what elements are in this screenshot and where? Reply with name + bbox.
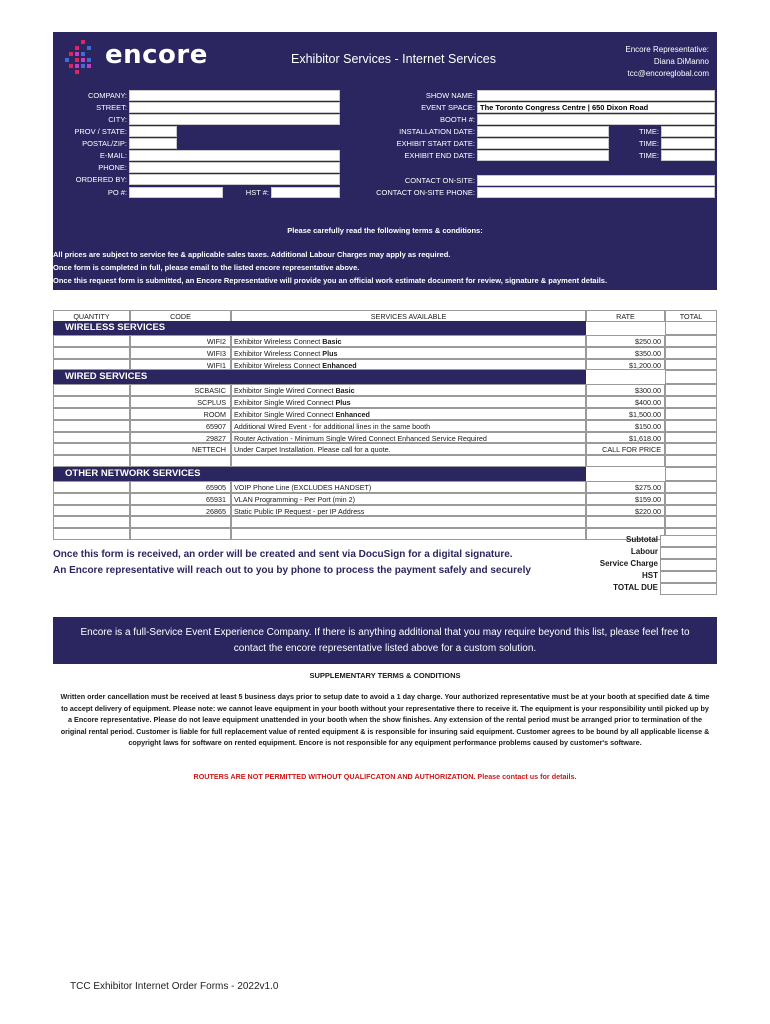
blank-desc (231, 516, 586, 528)
line-total-field[interactable] (665, 359, 717, 371)
email-row (53, 149, 340, 161)
contact-onsite-phone-row (343, 186, 715, 198)
service-description (231, 396, 586, 408)
quantity-input[interactable] (53, 493, 130, 505)
city-field[interactable] (129, 114, 340, 125)
encore-logo-icon (63, 38, 103, 78)
line-total-field[interactable] (665, 432, 717, 444)
table-row (53, 493, 717, 505)
exhibit-start-label: EXHIBIT START DATE: (396, 138, 475, 148)
footer-version: TCC Exhibitor Internet Order Forms - 2022v1.0 (70, 981, 279, 992)
routers-warning: ROUTERS ARE NOT PERMITTED WITHOUT QUALIFCATON AND AUTHORIZATION. Please contact us for details. (193, 772, 577, 781)
section-total-cell[interactable] (665, 370, 717, 384)
exhibit-start-field[interactable] (477, 138, 609, 149)
booth-label: BOOTH #: (439, 114, 475, 124)
labour-field[interactable] (660, 547, 717, 559)
blank-code (130, 516, 231, 528)
supplementary-title: SUPPLEMENTARY TERMS & CONDITIONS (309, 671, 461, 680)
service-desc-text: Static Public IP Request - per IP Address (234, 506, 365, 516)
street-label: STREET: (96, 102, 127, 112)
service-tier: Plus (335, 398, 351, 408)
docusign-notice (53, 547, 531, 579)
supplementary-body: Written order cancellation must be received at least 5 business days prior to setup date to avoid a 1 day charge. Your authorized representative must be at your booth at specified date & time to accept delivery of equipment. Please note: we cannot leave equipment in your booth without your representative there to receive it. The equipment is your responsibility until picked up by a Encore representative. Please do not leave equipment unattended in your booth when the show finishes. Any extension of the rental period must be arranged prior to termination of the original rental period. Customer is liable for full replacement value of rented equipment & is responsible for insuring said equipment. Customer agrees to be bound by all applicable license & copyright laws for software on rented equipment. Encore is not responsible for any equipment performance problems caused by customer's software. (60, 692, 710, 748)
banner-line-2: contact the encore representative listed above for a custom solution. (233, 643, 537, 654)
hst-summary-label: HST (642, 571, 658, 580)
contact-onsite-phone-field[interactable] (477, 187, 715, 198)
show-name-label: SHOW NAME: (425, 90, 475, 100)
service-desc-text: Exhibitor Single Wired Connect (234, 386, 336, 396)
ordered-by-label: ORDERED BY: (75, 174, 127, 184)
quantity-input[interactable] (53, 505, 130, 517)
quantity-input[interactable] (53, 432, 130, 444)
service-description (231, 432, 586, 444)
service-description (231, 408, 586, 420)
install-time-label: TIME: (639, 126, 659, 136)
postal-zip-label: POSTAL/ZIP: (82, 138, 127, 148)
table-row (53, 420, 717, 432)
service-code: WIFI1 (130, 359, 231, 371)
service-description (231, 443, 586, 455)
notice-line-2: An Encore representative will reach out to you by phone to process the payment safely and securely (53, 565, 531, 576)
booth-row (343, 113, 715, 125)
service-description (231, 384, 586, 396)
table-row (53, 481, 717, 493)
phone-label: PHONE: (98, 162, 127, 172)
blank-row (53, 516, 717, 528)
prov-state-label: PROV / STATE: (74, 126, 127, 136)
quantity-input[interactable] (53, 408, 130, 420)
service-desc-text: VOIP Phone Line (EXCLUDES HANDSET) (234, 483, 372, 492)
terms-line-1: All prices are subject to service fee & applicable sales taxes. Additional Labour Charges may apply as required. (53, 250, 451, 259)
section-total-cell[interactable] (665, 467, 717, 481)
service-code: SCBASIC (130, 384, 231, 396)
install-date-label: INSTALLATION DATE: (399, 126, 475, 136)
service-rate: $400.00 (586, 396, 665, 408)
hst-label: HST #: (245, 187, 269, 197)
blank-quantity[interactable] (53, 528, 130, 540)
blank-code (130, 455, 231, 467)
service-code: ROOM (130, 408, 231, 420)
table-row (53, 347, 717, 359)
service-rate: $159.00 (586, 493, 665, 505)
service-code: WIFI2 (130, 335, 231, 347)
quantity-input[interactable] (53, 359, 130, 371)
service-desc-text: Exhibitor Single Wired Connect (234, 410, 336, 419)
blank-row (53, 528, 717, 540)
table-row (53, 335, 717, 347)
table-row (53, 359, 717, 371)
service-description (231, 481, 586, 493)
table-row (53, 384, 717, 396)
service-description (231, 335, 586, 347)
encore-logo (63, 38, 213, 78)
install-time-field[interactable] (661, 126, 715, 137)
col-services: SERVICES AVAILABLE (231, 310, 586, 322)
city-label: CITY: (108, 114, 127, 124)
blank-row (53, 455, 717, 467)
street-field[interactable] (129, 102, 340, 113)
service-tier: Plus (322, 348, 338, 358)
header-band (53, 32, 717, 222)
notice-line-1: Once this form is received, an order will be created and sent via DocuSign for a digital signature. (53, 549, 513, 560)
exhibit-end-field[interactable] (477, 150, 609, 161)
line-total-field[interactable] (665, 443, 717, 455)
line-total-field[interactable] (665, 493, 717, 505)
service-rate: $220.00 (586, 505, 665, 517)
company-row (53, 89, 340, 101)
exhibit-end-row (343, 149, 715, 161)
phone-row (53, 161, 340, 173)
section-header-wired: WIRED SERVICES (53, 370, 586, 384)
service-rate: $275.00 (586, 481, 665, 493)
po-field[interactable] (129, 187, 223, 198)
table-row (53, 408, 717, 420)
section-total-cell[interactable] (665, 321, 717, 335)
service-desc-text: Exhibitor Wireless Connect (234, 360, 323, 370)
total-due-label: TOTAL DUE (613, 583, 658, 592)
event-space-field[interactable]: The Toronto Congress Centre | 650 Dixon Road (477, 102, 715, 113)
contact-onsite-label: CONTACT ON-SITE: (404, 175, 475, 185)
col-rate: RATE (586, 310, 665, 322)
service-charge-label: Service Charge (599, 559, 658, 568)
prov-state-row (53, 125, 177, 137)
service-code: NETTECH (130, 443, 231, 455)
quantity-input[interactable] (53, 396, 130, 408)
company-label: COMPANY: (87, 90, 127, 100)
company-field[interactable] (129, 90, 340, 101)
line-total-field[interactable] (665, 396, 717, 408)
subtotal-label: Subtotal (626, 535, 658, 544)
service-rate: $350.00 (586, 347, 665, 359)
install-date-field[interactable] (477, 126, 609, 137)
event-space-label: EVENT SPACE: (421, 102, 475, 112)
service-code: SCPLUS (130, 396, 231, 408)
rep-label: Encore Representative: (625, 45, 709, 54)
street-row (53, 101, 340, 113)
ordered-by-row (53, 173, 340, 185)
service-code: 26865 (130, 505, 231, 517)
service-code: WIFI3 (130, 347, 231, 359)
service-rate: $1,618.00 (586, 432, 665, 444)
service-description (231, 505, 586, 517)
service-rate: $1,200.00 (586, 359, 665, 371)
blank-total[interactable] (665, 516, 717, 528)
col-code: CODE (130, 310, 231, 322)
table-row (53, 443, 717, 455)
contact-onsite-row (343, 174, 715, 186)
table-row (53, 432, 717, 444)
blank-rate (586, 516, 665, 528)
line-total-field[interactable] (665, 420, 717, 432)
line-total-field[interactable] (665, 384, 717, 396)
col-quantity: QUANTITY (53, 310, 130, 322)
blank-code (130, 528, 231, 540)
hst-summary-field[interactable] (660, 571, 717, 583)
col-total: TOTAL (665, 310, 717, 322)
labour-label: Labour (630, 547, 658, 556)
email-label: E-MAIL: (99, 150, 127, 160)
start-time-label: TIME: (639, 138, 659, 148)
blank-quantity[interactable] (53, 455, 130, 467)
service-description (231, 420, 586, 432)
service-rate: $150.00 (586, 420, 665, 432)
line-total-field[interactable] (665, 335, 717, 347)
service-desc-text: Additional Wired Event - for additional lines in the same booth (234, 421, 431, 431)
contact-onsite-field[interactable] (477, 175, 715, 186)
line-total-field[interactable] (665, 408, 717, 420)
quantity-input[interactable] (53, 335, 130, 347)
service-desc-text: VLAN Programming - Per Port (min 2) (234, 494, 356, 504)
po-label: PO #: (107, 187, 127, 197)
booth-field[interactable] (477, 114, 715, 125)
service-desc-text: Exhibitor Wireless Connect (234, 348, 323, 358)
custom-solution-banner (53, 617, 717, 664)
service-code: 65905 (130, 481, 231, 493)
exhibit-end-label: EXHIBIT END DATE: (404, 150, 475, 160)
quantity-input[interactable] (53, 443, 130, 455)
total-due-field[interactable] (660, 583, 717, 595)
blank-desc (231, 528, 586, 540)
service-rate: $1,500.00 (586, 408, 665, 420)
terms-line-3: Once this request form is submitted, an Encore Representative will provide you an official work estimate document for review, signature & payment details. (53, 276, 608, 285)
prov-state-field[interactable] (129, 126, 177, 137)
representative-info (625, 44, 709, 80)
postal-zip-field[interactable] (129, 138, 177, 149)
contact-onsite-phone-label: CONTACT ON-SITE PHONE: (376, 187, 475, 197)
blank-quantity[interactable] (53, 516, 130, 528)
service-desc-text: Under Carpet Installation. Please call for a quote. (234, 445, 391, 455)
install-date-row (343, 125, 715, 137)
service-description (231, 347, 586, 359)
service-description (231, 359, 586, 371)
event-space-row (343, 101, 715, 113)
service-tier: Enhanced (322, 360, 357, 370)
exhibit-start-row (343, 137, 715, 149)
subtotal-field[interactable] (660, 535, 717, 547)
form-title: Exhibitor Services - Internet Services (291, 52, 496, 66)
rep-name: Diana DiManno (653, 57, 709, 66)
quantity-input[interactable] (53, 420, 130, 432)
hst-field[interactable] (271, 187, 340, 198)
service-code: 65931 (130, 493, 231, 505)
rep-email[interactable]: tcc@encoreglobal.com (627, 69, 709, 78)
blank-total[interactable] (665, 455, 717, 467)
email-field[interactable] (129, 150, 340, 161)
start-time-field[interactable] (661, 138, 715, 149)
end-time-field[interactable] (661, 150, 715, 161)
quantity-input[interactable] (53, 481, 130, 493)
banner-line-1: Encore is a full-Service Event Experience Company. If there is anything additional that you may require beyond this list, please feel free to (80, 627, 690, 638)
section-header-wireless: WIRELESS SERVICES (53, 321, 586, 335)
service-description (231, 493, 586, 505)
service-desc-text: Router Activation - Minimum Single Wired Connect Enhanced Service Required (234, 433, 487, 443)
service-desc-text: Exhibitor Wireless Connect (234, 337, 323, 346)
service-tier: Basic (335, 386, 355, 396)
service-desc-text: Exhibitor Single Wired Connect (234, 398, 336, 408)
line-total-field[interactable] (665, 505, 717, 517)
ordered-by-field[interactable] (129, 174, 340, 185)
terms-line-2: Once form is completed in full, please email to the listed encore representative above. (53, 263, 360, 272)
blank-desc (231, 455, 586, 467)
service-rate: $250.00 (586, 335, 665, 347)
service-charge-field[interactable] (660, 559, 717, 571)
line-total-field[interactable] (665, 347, 717, 359)
terms-band (53, 222, 717, 290)
service-tier: Enhanced (335, 410, 370, 419)
service-tier: Basic (322, 337, 342, 346)
service-code: 65907 (130, 420, 231, 432)
city-row (53, 113, 340, 125)
service-code: 29827 (130, 432, 231, 444)
end-time-label: TIME: (639, 150, 659, 160)
quantity-input[interactable] (53, 384, 130, 396)
line-total-field[interactable] (665, 481, 717, 493)
service-rate: $300.00 (586, 384, 665, 396)
table-row (53, 505, 717, 517)
postal-zip-row (53, 137, 177, 149)
blank-rate (586, 455, 665, 467)
table-row (53, 396, 717, 408)
section-header-other: OTHER NETWORK SERVICES (53, 467, 586, 481)
po-hst-row (53, 186, 340, 198)
terms-heading: Please carefully read the following terms & conditions: (287, 226, 483, 235)
show-name-field[interactable] (477, 90, 715, 101)
service-rate: CALL FOR PRICE (586, 443, 665, 455)
phone-field[interactable] (129, 162, 340, 173)
quantity-input[interactable] (53, 347, 130, 359)
show-name-row (343, 89, 715, 101)
encore-wordmark: encore (105, 40, 208, 70)
